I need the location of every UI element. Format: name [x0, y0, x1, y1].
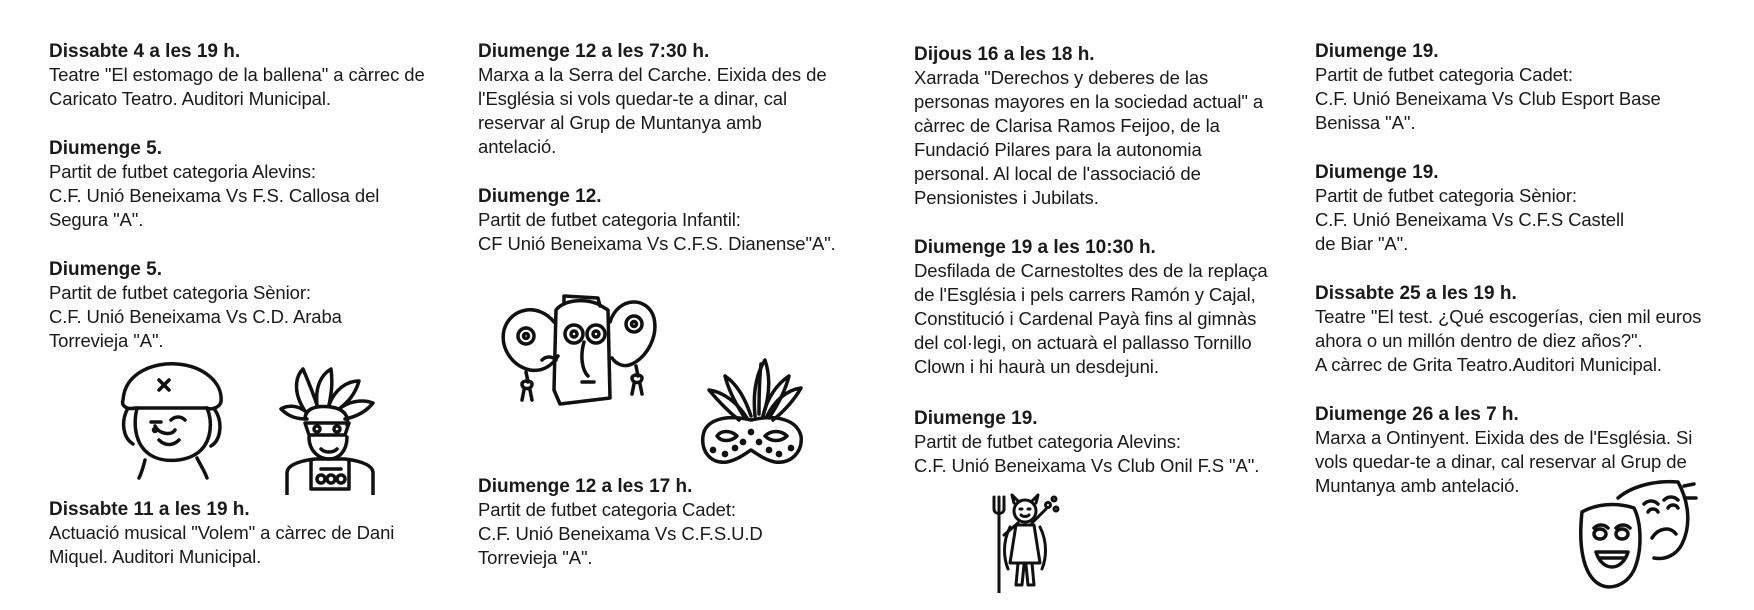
- devil-costume-child-icon: [988, 493, 1063, 593]
- event-line: Teatre "El test. ¿Qué escogerías, cien mil euros: [1315, 306, 1702, 327]
- event-line: Caricato Teatro. Auditori Municipal.: [49, 88, 331, 109]
- event-item: [49, 137, 379, 232]
- event-description: [914, 259, 1268, 379]
- event-item: [478, 475, 763, 570]
- event-title: Diumenge 19.: [1315, 162, 1439, 183]
- event-item: [914, 236, 1268, 379]
- event-line: Partit de futbet categoria Sènior:: [49, 282, 311, 303]
- event-title: Diumenge 19.: [1315, 41, 1439, 62]
- event-line: Partit de futbet categoria Alevins:: [914, 431, 1181, 452]
- event-line: Xarrada "Derechos y deberes de las: [914, 67, 1209, 88]
- event-title: Diumenge 26 a les 7 h.: [1315, 404, 1519, 425]
- event-line: personas mayores en la sociedad actual" a: [914, 91, 1264, 112]
- event-line: del col·legi, on actuarà el pallasso Tornillo: [914, 332, 1252, 353]
- event-line: Benissa "A".: [1315, 112, 1416, 133]
- event-line: Muntanya amb antelació.: [1315, 475, 1520, 496]
- event-line: Clown i hi haurà un desdejuni.: [914, 356, 1159, 377]
- event-line: C.F. Unió Beneixama Vs C.F.S Castell: [1315, 209, 1624, 230]
- event-item: [478, 40, 827, 159]
- event-title: Diumenge 19 a les 10:30 h.: [914, 237, 1156, 258]
- event-line: Teatre "El estomago de la ballena" a càrrec de: [49, 64, 425, 85]
- feather-mask-child-icon: [275, 365, 385, 495]
- event-line: A càrrec de Grita Teatro.Auditori Municipal.: [1315, 354, 1662, 375]
- event-item: [1315, 282, 1701, 377]
- event-title: Dissabte 4 a les 19 h.: [49, 41, 241, 62]
- event-description: [478, 63, 827, 159]
- event-line: Desfilada de Carnestoltes des de la replaça: [914, 260, 1268, 281]
- event-item: [49, 258, 342, 353]
- event-line: C.F. Unió Beneixama Vs C.F.S.U.D: [478, 523, 763, 544]
- event-line: C.F. Unió Beneixama Vs C.D. Araba: [49, 306, 342, 327]
- event-line: Marxa a Ontinyent. Eixida des de l'Església. Si: [1315, 427, 1693, 448]
- event-line: Actuació musical "Volem" a càrrec de Dani: [49, 522, 395, 543]
- event-line: vols quedar-te a dinar, cal reservar al Grup de: [1315, 451, 1687, 472]
- event-item: [914, 43, 1263, 210]
- event-description: [49, 521, 394, 569]
- event-title: Diumenge 12.: [478, 186, 602, 207]
- event-title: Diumenge 12 a les 17 h.: [478, 476, 693, 497]
- pirate-child-icon: [115, 360, 230, 480]
- feathered-mask-icon: [695, 356, 807, 468]
- event-description: [49, 160, 379, 232]
- event-line: Torrevieja "A".: [478, 547, 593, 568]
- carnival-masks-icon: [498, 290, 658, 425]
- event-line: Partit de futbet categoria Sènior:: [1315, 185, 1577, 206]
- event-description: [1315, 63, 1661, 135]
- event-title: Dissabte 25 a les 19 h.: [1315, 283, 1517, 304]
- event-description: [914, 430, 1259, 478]
- event-line: càrrec de Clarisa Ramos Feijoo, de la: [914, 115, 1220, 136]
- event-line: Partit de futbet categoria Cadet:: [1315, 64, 1573, 85]
- event-line: Partit de futbet categoria Alevins:: [49, 161, 316, 182]
- event-description: [49, 281, 342, 353]
- event-line: antelació.: [478, 136, 557, 157]
- event-description: [49, 63, 425, 111]
- event-line: personal. Al local de l'associació de: [914, 163, 1201, 184]
- event-item: [1315, 40, 1661, 135]
- event-title: Diumenge 5.: [49, 259, 162, 280]
- event-line: ahora o un millón dentro de diez años?".: [1315, 330, 1643, 351]
- event-description: [478, 498, 763, 570]
- event-description: [1315, 305, 1701, 377]
- event-line: Marxa a la Serra del Carche. Eixida des de: [478, 64, 827, 85]
- theater-masks-icon: [1578, 478, 1700, 596]
- event-title: Dissabte 11 a les 19 h.: [49, 499, 250, 520]
- event-line: Miquel. Auditori Municipal.: [49, 546, 262, 567]
- event-line: C.F. Unió Beneixama Vs Club Onil F.S "A".: [914, 455, 1260, 476]
- event-title: Diumenge 5.: [49, 138, 162, 159]
- event-item: [49, 40, 425, 111]
- event-line: C.F. Unió Beneixama Vs Club Esport Base: [1315, 88, 1661, 109]
- event-line: Segura "A".: [49, 209, 144, 230]
- event-description: [1315, 184, 1624, 256]
- event-line: l'Església si vols quedar-te a dinar, cal: [478, 88, 787, 109]
- event-line: Torrevieja "A".: [49, 330, 164, 351]
- event-line: Constitució i Cardenal Payà fins al gimnàs: [914, 308, 1257, 329]
- event-title: Diumenge 19.: [914, 408, 1038, 429]
- event-title: Diumenge 12 a les 7:30 h.: [478, 41, 710, 62]
- event-line: Partit de futbet categoria Infantil:: [478, 209, 741, 230]
- event-line: de Biar "A".: [1315, 233, 1409, 254]
- event-line: C.F. Unió Beneixama Vs F.S. Callosa del: [49, 185, 380, 206]
- event-line: Fundació Pilares para la autonomia: [914, 139, 1202, 160]
- event-item: [1315, 161, 1624, 256]
- event-item: [478, 185, 836, 256]
- event-title: Dijous 16 a les 18 h.: [914, 44, 1095, 65]
- event-line: CF Unió Beneixama Vs C.F.S. Dianense"A".: [478, 233, 836, 254]
- event-description: [478, 208, 836, 256]
- event-line: Partit de futbet categoria Cadet:: [478, 499, 736, 520]
- event-line: Pensionistes i Jubilats.: [914, 187, 1099, 208]
- event-line: reservar al Grup de Muntanya amb: [478, 112, 762, 133]
- event-line: de l'Església i pels carrers Ramón y Cajal,: [914, 284, 1256, 305]
- event-description: [914, 66, 1263, 210]
- event-item: [49, 498, 394, 569]
- event-item: [914, 407, 1259, 478]
